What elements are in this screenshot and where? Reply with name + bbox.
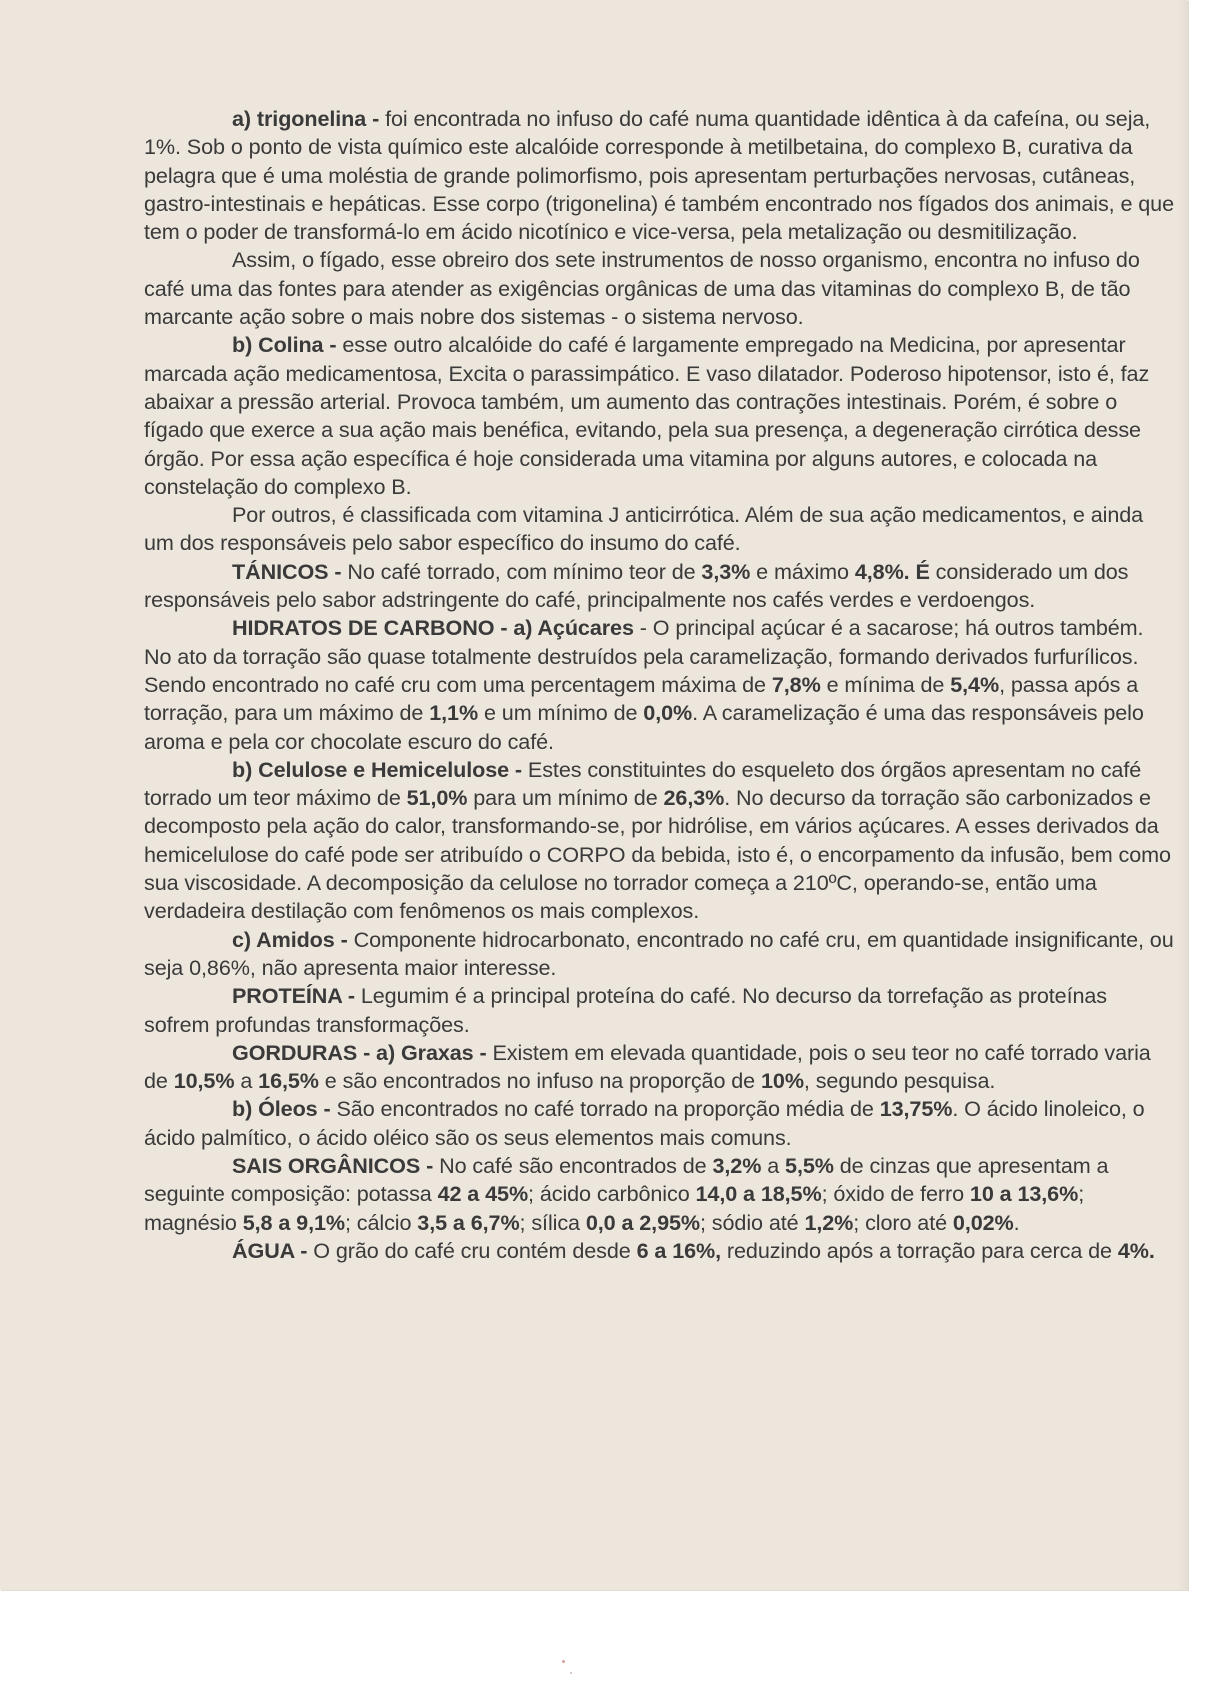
bold-text: GORDURAS - a) Graxas - <box>232 1039 487 1065</box>
paragraph <box>144 331 1176 501</box>
bold-text: SAIS ORGÂNICOS - <box>232 1152 434 1178</box>
text-run: reduzindo após a torração para cerca de <box>721 1237 1118 1263</box>
bold-text: 51,0% <box>406 785 468 811</box>
text-run: ; cálcio <box>344 1209 418 1235</box>
document-body <box>144 105 1176 1265</box>
text-run: . O ácido linoleico, o ácido palmítico, o ácido oléico são os seus elementos mais comuns. <box>144 1096 1145 1150</box>
paragraph <box>144 926 1176 983</box>
bold-text: a) trigonelina - <box>232 106 380 131</box>
text-run: a <box>234 1068 259 1094</box>
text-run: e um mínimo de <box>478 700 644 726</box>
text-run: ; cloro até <box>853 1209 953 1235</box>
text-run: ; óxido de ferro <box>821 1181 970 1207</box>
bold-text: 26,3% <box>663 785 725 811</box>
paragraph <box>144 1095 1176 1152</box>
paragraph <box>144 1237 1176 1265</box>
text-run: esse outro alcalóide do café é largamente empregado na Medicina, por apresentar marcada ação medicamentosa, Excita o parassimpático. E vaso dilatador. Poderoso hipotensor, isto é, faz abaixar a pressão arterial. Provoca também, um aumento das contrações intestinais. Porém, é sobre o fígado que exerce a sua ação mais benéfica, evitando, pela sua presença, a degeneração cirrótica desse órgão. Por essa ação específica é hoje considerada uma vitamina por alguns autores, e colocada na constelação do complexo B. <box>144 332 1150 499</box>
bold-text: 3,3% <box>701 558 751 584</box>
bold-text: 0,0 a 2,95% <box>585 1209 700 1235</box>
bold-text: 10% <box>761 1068 804 1094</box>
bold-text: 5,4% <box>950 671 1000 697</box>
text-run: No café são encontrados de <box>433 1152 713 1178</box>
text-run: e são encontrados no infuso na proporção de <box>318 1068 761 1094</box>
text-run: para um mínimo de <box>467 785 664 811</box>
bold-text: 0,02% <box>952 1209 1014 1235</box>
paragraph <box>144 982 1176 1039</box>
bold-text: 10,5% <box>173 1068 235 1094</box>
bold-text: 5,8 a 9,1% <box>242 1209 345 1235</box>
bold-text: HIDRATOS DE CARBONO - a) Açúcares <box>232 615 634 641</box>
paragraph <box>144 1039 1176 1096</box>
text-run: a <box>761 1152 786 1178</box>
bold-text: 0,0% <box>643 700 693 726</box>
text-run: , passa após a torração, para um máximo de <box>144 671 1139 726</box>
text-run: ; magnésio <box>144 1181 1085 1235</box>
text-run: No café torrado, com mínimo teor de <box>341 558 702 584</box>
text-run: ; sódio até <box>700 1209 805 1235</box>
bold-text: 6 a 16%, <box>636 1237 722 1263</box>
text-run: de cinzas que apresentam a seguinte composição: potassa <box>144 1152 1109 1207</box>
text-run: São encontrados no café torrado na proporção média de <box>330 1096 880 1122</box>
bold-text: ÁGUA - <box>232 1237 308 1263</box>
bold-text: 1,1% <box>429 700 479 726</box>
paragraph <box>144 756 1176 926</box>
text-run: considerado um dos responsáveis pelo sabor adstringente do café, principalmente nos cafés verdes e verdoengos. <box>144 558 1129 613</box>
text-run: . A caramelização é uma das responsáveis pelo aroma e pela cor chocolate escuro do café. <box>144 700 1144 754</box>
bold-text: 3,5 a 6,7% <box>417 1209 520 1235</box>
text-run: - O principal açúcar é a sacarose; há outros também. No ato da torração são quase totalmente destruídos pela caramelização, formando derivados furfurílicos. Sendo encontrado no café cru com uma percentagem máxima de <box>144 615 1144 697</box>
text-run: , segundo pesquisa. <box>803 1068 996 1094</box>
bold-text: 10 a 13,6% <box>969 1181 1079 1207</box>
bold-text: b) Óleos - <box>232 1096 331 1122</box>
bold-text: 3,2% <box>712 1152 762 1178</box>
text-run: . <box>1013 1209 1020 1235</box>
bold-text: b) Celulose e Hemicelulose - <box>232 756 523 782</box>
bold-text: 7,8% <box>771 671 821 697</box>
bold-text: b) Colina - <box>232 332 337 358</box>
paragraph <box>144 105 1176 246</box>
text-run: e mínima de <box>820 671 951 697</box>
bold-text: 13,75% <box>879 1096 953 1122</box>
text-run: . No decurso da torração são carbonizados e decomposto pela ação do calor, transformando-se, por hidrólise, em vários açúcares. A esses derivados da hemicelulose do café pode ser atribuído o CORPO da bebida, isto é, o encorpamento da infusão, bem como sua viscosidade. A decomposição da celulose no torrador começa a 210ºC, operando-se, então uma verdadeira destilação com fenômenos os mais complexos. <box>144 785 1171 924</box>
bold-text: 1,2% <box>804 1209 854 1235</box>
paragraph <box>144 1152 1176 1237</box>
text-run: O grão do café cru contém desde <box>307 1237 637 1263</box>
bold-text: TÁNICOS - <box>232 558 342 584</box>
paragraph <box>144 246 1176 331</box>
bold-text: 42 a 45% <box>437 1181 529 1207</box>
scan-speck <box>570 1672 572 1674</box>
text-run: Assim, o fígado, esse obreiro dos sete instrumentos de nosso organismo, encontra no infuso do café uma das fontes para atender as exigências orgânicas de uma das vitaminas do complexo B, de tão marcante ação sobre o mais nobre dos sistemas - o sistema nervoso. <box>144 247 1140 330</box>
scan-speck <box>562 1660 565 1663</box>
bold-text: 14,0 a 18,5% <box>695 1181 822 1207</box>
text-run: ; ácido carbônico <box>528 1181 696 1207</box>
text-run: Existem em elevada quantidade, pois o seu teor no café torrado varia de <box>144 1039 1151 1094</box>
bold-text: 16,5% <box>258 1068 319 1094</box>
text-run: e máximo <box>750 558 855 584</box>
paragraph <box>144 501 1176 558</box>
paragraph <box>144 558 1176 615</box>
text-run: ; sílica <box>519 1209 586 1235</box>
text-run: Componente hidrocarbonato, encontrado no café cru, em quantidade insignificante, ou seja 0,86%, não apresenta maior interesse. <box>144 926 1174 980</box>
text-run: Por outros, é classificada com vitamina J anticirrótica. Além de sua ação medicamentos, e ainda um dos responsáveis pelo sabor específico do insumo do café. <box>144 502 1144 556</box>
bold-text: c) Amidos - <box>232 926 348 952</box>
bold-text: 5,5% <box>785 1152 834 1178</box>
bold-text: PROTEÍNA - <box>232 983 355 1009</box>
bold-text: 4,8%. É <box>854 558 930 584</box>
text-run: foi encontrada no infuso do café numa quantidade idêntica à da cafeína, ou seja, 1%. Sob o ponto de vista químico este alcalóide corresponde à metilbetaina, do complexo B, curativa da pelagra que é uma moléstia de grande polimorfismo, pois apresentam perturbações nervosas, cutâneas, gastro-intestinais e hepáticas. Esse corpo (trigonelina) é também encontrado nos fígados dos animais, e que tem o poder de transformá-lo em ácido nicotínico e vice-versa, pela metalização ou desmitilização. <box>144 106 1174 245</box>
text-run: Estes constituintes do esqueleto dos órgãos apresentam no café torrado um teor máximo de <box>144 756 1142 811</box>
paragraph <box>144 614 1176 755</box>
text-run: Legumim é a principal proteína do café. No decurso da torrefação as proteínas sofrem profundas transformações. <box>144 983 1107 1037</box>
bold-text: 4%. <box>1117 1237 1155 1263</box>
